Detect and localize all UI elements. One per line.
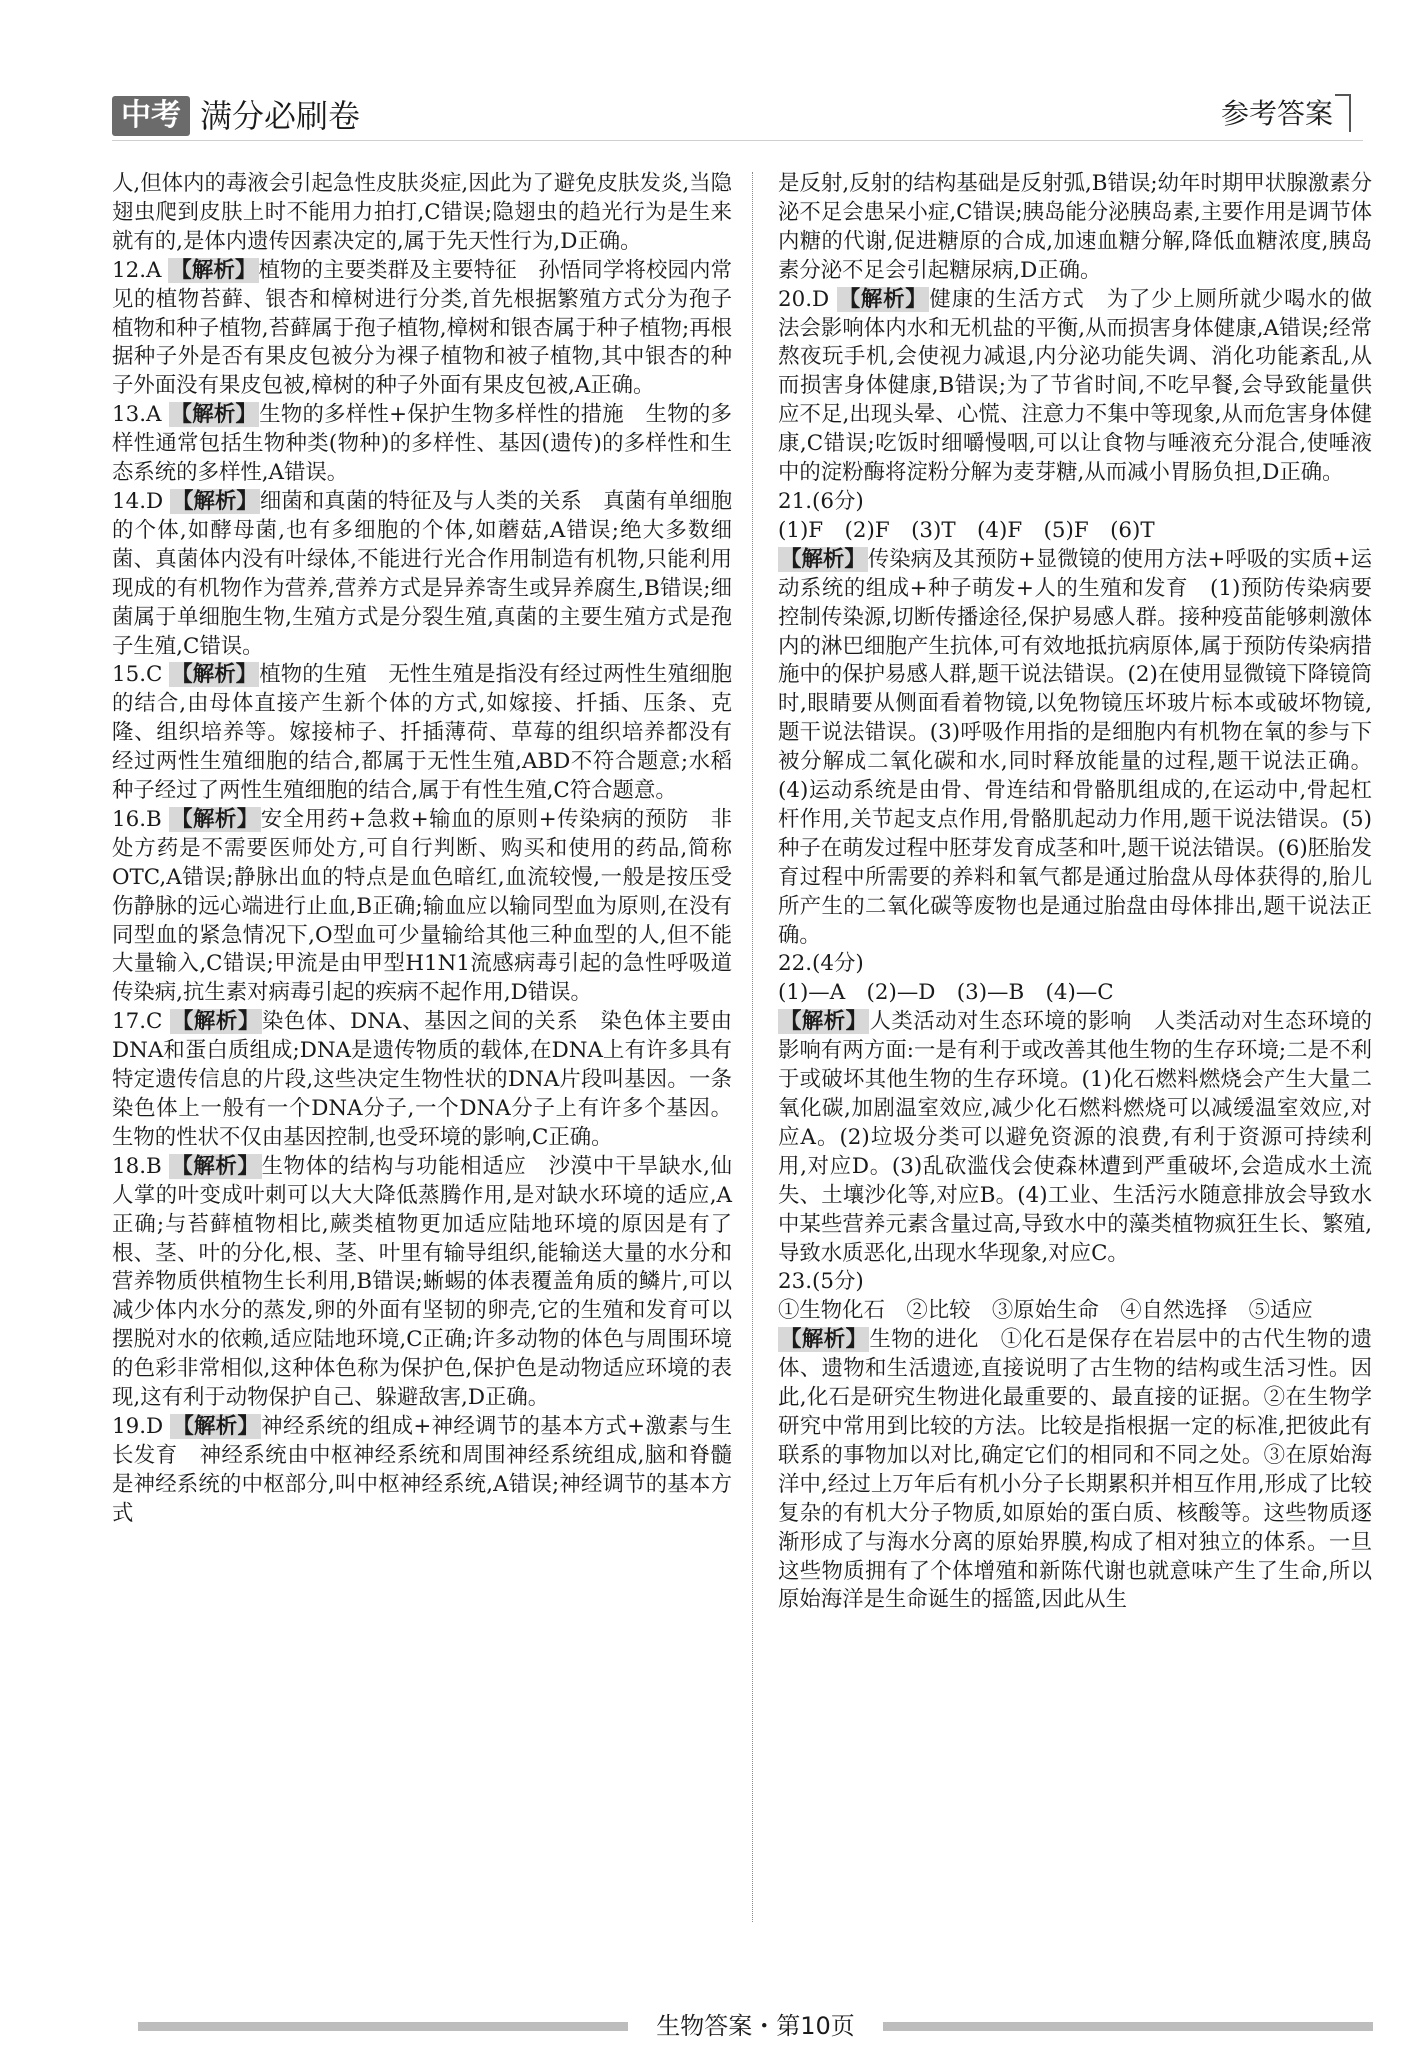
analysis-tag: 【解析】 [171, 806, 259, 832]
answer-text: 生物的进化 ①化石是保存在岩层中的古代生物的遗体、遗物和生活遗迹,直接说明了古生物的结构或生活习性。因此,化石是研究生物进化最重要的、最直接的证据。②在生物学研究中常用到比较的方法。比较是指根据一定的标准,把彼此有联系的事物加以对比,确定它们的相同和不同之处。③在原始海洋中,经过上万年后有机小分子长期累积并相互作用,形成了比较复杂的有机大分子物质,如原始的蛋白质、核酸等。这些物质逐渐形成了与海水分离的原始界膜,构成了相对独立的体系。一旦这些物质拥有了个体增殖和新陈代谢也就意味产生了生命,所以原始海洋是生命诞生的摇篮,因此从生 [778, 1327, 1372, 1613]
analysis-tag: 【解析】 [780, 546, 866, 572]
analysis-tag: 【解析】 [170, 402, 258, 428]
analysis-tag: 【解析】 [170, 257, 257, 283]
answer-text: 生物的多样性+保护生物多样性的措施 生物的多样性通常包括生物种类(物种)的多样性、基因(遗传)的多样性和生态系统的多样性,A错误。 [112, 402, 732, 486]
analysis-tag: 【解析】 [171, 662, 258, 688]
question-number: 12.A [112, 257, 162, 283]
answer-item [112, 806, 732, 1008]
series-title: 满分必刷卷 [200, 97, 361, 135]
column-divider [752, 172, 753, 1922]
question-number: 16.B [112, 806, 162, 832]
answer-item [778, 950, 1372, 1268]
answer-key: (1)—A (2)—D (3)—B (4)—C [778, 980, 1114, 1006]
answer-text: 染色体、DNA、基因之间的关系 染色体主要由DNA和蛋白质组成;DNA是遗传物质的载体,在DNA上有许多具有特定遗传信息的片段,这些决定生物性状的DNA片段叫基因。一条染色体上一般有一个DNA分子,一个DNA分子上有许多个基因。生物的性状不仅由基因控制,也受环境的影响,C正确。 [112, 1009, 732, 1150]
analysis-tag: 【解析】 [780, 1327, 868, 1353]
answer-item [778, 170, 1372, 286]
answer-item [112, 401, 732, 488]
answer-item [112, 488, 732, 661]
answer-text: 健康的生活方式 为了少上厕所就少喝水的做法会影响体内水和无机盐的平衡,从而损害身体健康,A错误;经常熬夜玩手机,会使视力减退,内分泌功能失调、消化功能紊乱,从而损害身体健康,B错误;为了节省时间,不吃早餐,会导致能量供应不足,出现头晕、心慌、注意力不集中等现象,从而危害身体健康,C错误;吃饭时细嚼慢咽,可以让食物与唾液充分混合,使唾液中的淀粉酶将淀粉分解为麦芽糖,从而减小胃肠负担,D正确。 [778, 286, 1372, 486]
analysis-tag: 【解析】 [172, 488, 258, 514]
answer-text: 植物的主要类群及主要特征 孙悟同学将校园内常见的植物苔藓、银杏和樟树进行分类,首先根据繁殖方式分为孢子植物和种子植物,苔藓属于孢子植物,樟树和银杏属于种子植物;再根据种子外是否有果皮包被分为裸子植物和被子植物,其中银杏的种子外面没有果皮包被,樟树的种子外面有果皮包被,A正确。 [112, 257, 732, 399]
question-number: 20.D [778, 286, 830, 312]
corner-bracket-icon [1335, 94, 1351, 132]
answer-text: 安全用药+急救+输血的原则+传染病的预防 非处方药是不需要医师处方,可自行判断、购买和使用的药品,简称OTC,A错误;静脉出血的特点是血色暗红,血流较慢,一般是按压受伤静脉的远心端进行止血,B正确;输血应以输同型血为原则,在没有同型血的紧急情况下,O型血可少量输给其他三种血型的人,但不能大量输入,C错误;甲流是由甲型H1N1流感病毒引起的急性呼吸道传染病,抗生素对病毒引起的疾病不起作用,D错误。 [112, 806, 732, 1006]
answer-text: 神经系统的组成+神经调节的基本方式+激素与生长发育 神经系统由中枢神经系统和周围神经系统组成,脑和脊髓是神经系统的中枢部分,叫中枢神经系统,A错误;神经调节的基本方式 [112, 1413, 732, 1526]
answer-text: 生物体的结构与功能相适应 沙漠中干旱缺水,仙人掌的叶变成叶刺可以大大降低蒸腾作用,是对缺水环境的适应,A正确;与苔藓植物相比,蕨类植物更加适应陆地环境的原因是有了根、茎、叶的分化,根、茎、叶里有输导组织,能输送大量的水分和营养物质供植物生长利用,B错误;蜥蜴的体表覆盖角质的鳞片,可以减少体内水分的蒸发,卵的外面有坚韧的卵壳,它的生殖和发育可以摆脱对水的依赖,适应陆地环境,C正确;许多动物的体色与周围环境的色彩非常相似,这种体色称为保护色,保护色是动物适应环境的表现,这有利于动物保护自己、躲避敌害,D正确。 [112, 1153, 732, 1411]
answer-item [112, 170, 732, 257]
page-footer [138, 2010, 1373, 2040]
question-number: 22.(4分) [778, 951, 864, 977]
question-number: 23.(5分) [778, 1269, 864, 1295]
answer-item [112, 257, 732, 402]
answer-text: 人,但体内的毒液会引起急性皮肤炎症,因此为了避免皮肤发炎,当隐翅虫爬到皮肤上时不能用力拍打,C错误;隐翅虫的趋光行为是生来就有的,是体内遗传因素决定的,属于先天性行为,D正确。 [112, 171, 732, 254]
question-number: 15.C [112, 662, 163, 688]
answer-text: 是反射,反射的结构基础是反射弧,B错误;幼年时期甲状腺激素分泌不足会患呆小症,C错误;胰岛能分泌胰岛素,主要作用是调节体内糖的代谢,促进糖原的合成,加速血糖分解,降低血糖浓度,胰岛素分泌不足会引起糖尿病,D正确。 [778, 171, 1372, 283]
answer-item [778, 488, 1372, 951]
analysis-tag: 【解析】 [171, 1153, 260, 1179]
answer-text: 传染病及其预防+显微镜的使用方法+呼吸的实质+运动系统的组成+种子萌发+人的生殖和发育 (1)预防传染病要控制传染源,切断传播途径,保护易感人群。接种疫苗能够刺激体内的淋巴细胞产生抗体,可有效地抵抗病原体,属于预防传染病措施中的保护易感人群,题干说法错误。(2)在使用显微镜下降镜筒时,眼睛要从侧面看着物镜,以免物镜压坏玻片标本或破坏物镜,题干说法错误。(3)呼吸作用指的是细胞内有机物在氧的参与下被分解成二氧化碳和水,同时释放能量的过程,题干说法正确。(4)运动系统是由骨、骨连结和骨骼肌组成的,在运动中,骨起杠杆作用,关节起支点作用,骨骼肌起动力作用,题干说法错误。(5)种子在萌发过程中胚芽发育成茎和叶,题干说法错误。(6)胚胎发育过程中所需要的养料和氧气都是通过胎盘从母体获得的,胎儿所产生的二氧化碳等废物也是通过胎盘由母体排出,题干说法正确。 [778, 546, 1372, 948]
page-header [112, 92, 1363, 142]
question-number: 13.A [112, 402, 162, 428]
answer-text: 植物的生殖 无性生殖是指没有经过两性生殖细胞的结合,由母体直接产生新个体的方式,如嫁接、扦插、压条、克隆、组织培养等。嫁接柿子、扦插薄荷、草莓的组织培养都没有经过两性生殖细胞的结合,都属于无性生殖,ABD不符合题意;水稻种子经过了两性生殖细胞的结合,属于有性生殖,C符合题意。 [112, 662, 732, 804]
question-number: 18.B [112, 1153, 162, 1179]
answer-text: 细菌和真菌的特征及与人类的关系 真菌有单细胞的个体,如酵母菌,也有多细胞的个体,如蘑菇,A错误;绝大多数细菌、真菌体内没有叶绿体,不能进行光合作用制造有机物,只能利用现成的有机物作为营养,营养方式是异养寄生或异养腐生,B错误;细菌属于单细胞生物,生殖方式是分裂生殖,真菌的主要生殖方式是孢子生殖,C错误。 [112, 488, 732, 659]
answer-key: ①生物化石 ②比较 ③原始生命 ④自然选择 ⑤适应 [778, 1298, 1313, 1324]
answer-item [778, 286, 1372, 488]
analysis-tag: 【解析】 [838, 286, 928, 312]
answer-item [778, 1268, 1372, 1615]
answer-item [112, 1413, 732, 1529]
analysis-tag: 【解析】 [171, 1009, 260, 1035]
question-number: 14.D [112, 488, 164, 514]
answer-key: (1)F (2)F (3)T (4)F (5)F (6)T [778, 517, 1155, 543]
header-divider [112, 140, 1363, 141]
left-column [112, 170, 732, 1529]
question-number: 21.(6分) [778, 488, 864, 514]
answer-item [112, 1008, 732, 1153]
footer-bar-right [883, 2022, 1373, 2031]
answer-item [112, 1153, 732, 1413]
answer-section-label: 参考答案 [1220, 97, 1333, 130]
question-number: 19.D [112, 1413, 164, 1439]
analysis-tag: 【解析】 [780, 1009, 868, 1035]
answer-text: 人类活动对生态环境的影响 人类活动对生态环境的影响有两方面:一是有利于或改善其他生物的生存环境;二是不利于或破坏其他生物的生存环境。(1)化石燃料燃烧会产生大量二氧化碳,加剧温室效应,减少化石燃料燃烧可以减缓温室效应,对应A。(2)垃圾分类可以避免资源的浪费,有利于资源可持续利用,对应D。(3)乱砍滥伐会使森林遭到严重破坏,会造成水土流失、土壤沙化等,对应B。(4)工业、生活污水随意排放会导致水中某些营养元素含量过高,导致水中的藻类植物疯狂生长、繁殖,导致水质恶化,出现水华现象,对应C。 [778, 1009, 1372, 1266]
answer-item [112, 661, 732, 806]
series-logo: 中考 [112, 96, 190, 136]
right-column [778, 170, 1372, 1615]
question-number: 17.C [112, 1009, 163, 1035]
page-number: 生物答案・第10页 [656, 2012, 855, 2040]
analysis-tag: 【解析】 [172, 1413, 260, 1439]
